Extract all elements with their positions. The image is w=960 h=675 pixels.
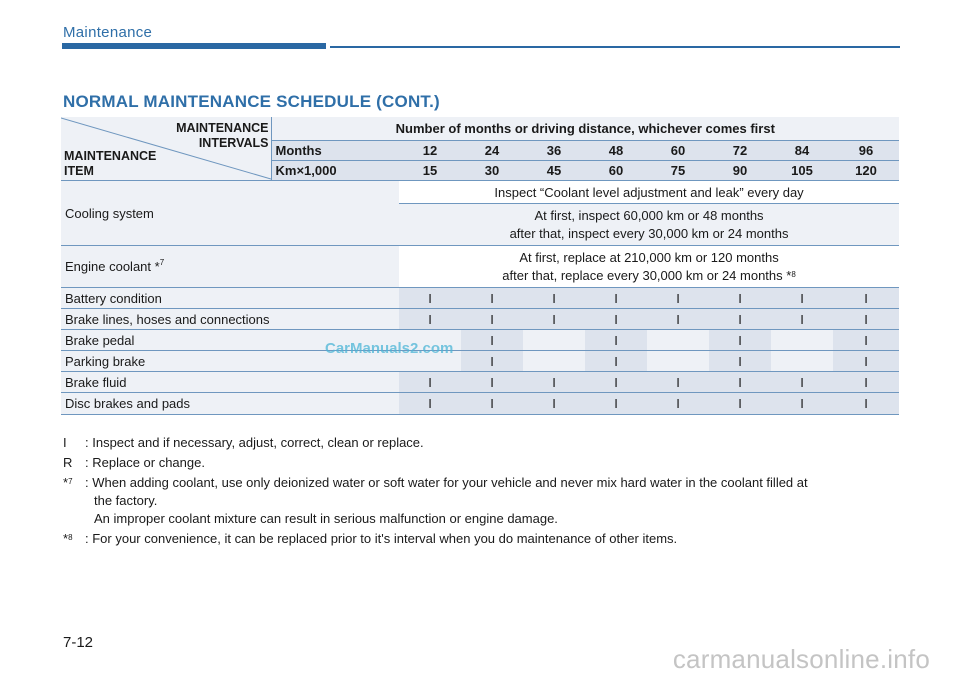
months-label: Months [271,140,399,160]
schedule-cell: I [461,330,523,351]
row-label: Parking brake [61,351,399,372]
schedule-cell: I [709,309,771,330]
watermark-text: CarManuals2.com [325,340,454,357]
schedule-cell: I [523,309,585,330]
schedule-cell: I [399,288,461,309]
table-row [61,351,899,372]
schedule-cell [523,351,585,372]
table-row [61,309,899,330]
schedule-cell: I [833,330,899,351]
schedule-cell: I [585,330,647,351]
schedule-cell: I [647,288,709,309]
row-label-cooling-system: Cooling system [61,181,399,246]
schedule-cell: I [585,351,647,372]
row-label-engine-coolant: Engine coolant *$^7$ [61,246,399,288]
schedule-cell: I [585,393,647,415]
legend-notes [63,434,903,550]
row-label: Brake lines, hoses and connections [61,309,399,330]
page-number: 7-12 [63,634,94,651]
schedule-cell: I [771,372,833,393]
table-row [61,330,899,351]
schedule-cell [647,351,709,372]
km-value: 75 [647,160,709,180]
schedule-cell [771,330,833,351]
schedule-cell: I [771,288,833,309]
schedule-cell: I [709,351,771,372]
schedule-cell: I [585,288,647,309]
schedule-cell: I [585,372,647,393]
schedule-cell: I [709,330,771,351]
km-value: 15 [399,160,461,180]
schedule-cell: I [523,288,585,309]
table-row [61,181,899,204]
schedule-cell: I [523,393,585,415]
coolant-replace-schedule: At first, replace at 210,000 km or 120 months after that, replace every 30,000 km or 24 months *$^8$ [399,246,899,288]
schedule-cell: I [833,288,899,309]
schedule-cell: I [399,309,461,330]
header-bar-thin [330,46,900,48]
schedule-cell: I [709,372,771,393]
schedule-cell: I [399,393,461,415]
row-label: Brake pedal [61,330,399,351]
interval-header: Number of months or driving distance, whichever comes first [271,117,899,140]
months-value: 12 [399,140,461,160]
row-label: Disc brakes and pads [61,393,399,415]
months-value: 72 [709,140,771,160]
months-value: 84 [771,140,833,160]
schedule-cell: I [833,351,899,372]
table-corner-header [61,117,271,181]
schedule-cell: I [647,309,709,330]
km-value: 45 [523,160,585,180]
schedule-cell: I [461,309,523,330]
schedule-cell: I [461,372,523,393]
schedule-cell: I [461,351,523,372]
schedule-cell: I [647,372,709,393]
site-watermark: carmanualsonline.info [672,644,930,674]
months-value: 24 [461,140,523,160]
km-value: 120 [833,160,899,180]
schedule-cell: I [709,288,771,309]
schedule-cell: I [833,372,899,393]
schedule-cell: I [399,372,461,393]
schedule-cell: I [771,309,833,330]
header-bar-thick [62,43,326,49]
months-value: 60 [647,140,709,160]
km-value: 105 [771,160,833,180]
page-title: NORMAL MAINTENANCE SCHEDULE (CONT.) [63,92,440,111]
section-header: Maintenance [63,24,153,41]
note-footnote-8: *$^8$ : For your convenience, it can be replaced prior to it's interval when you do maintenance of other items. [63,531,678,546]
table-row [61,246,899,288]
row-label: Battery condition [61,288,399,309]
schedule-cell: I [461,393,523,415]
km-label: Km×1,000 [271,160,399,180]
cooling-interval-inspect: At first, inspect 60,000 km or 48 months after that, inspect every 30,000 km or 24 months [399,204,899,246]
months-value: 36 [523,140,585,160]
note-replace: R : Replace or change. [63,455,205,470]
schedule-cell: I [833,309,899,330]
schedule-cell: I [771,393,833,415]
months-value: 96 [833,140,899,160]
schedule-cell: I [647,393,709,415]
schedule-cell [523,330,585,351]
maintenance-schedule-table [61,117,899,415]
table-row [61,393,899,415]
km-value: 60 [585,160,647,180]
schedule-cell: I [833,393,899,415]
km-value: 90 [709,160,771,180]
km-value: 30 [461,160,523,180]
schedule-cell: I [523,372,585,393]
corner-label-item: MAINTENANCE ITEM [64,149,157,178]
schedule-cell: I [585,309,647,330]
row-label: Brake fluid [61,372,399,393]
schedule-cell [647,330,709,351]
table-row [61,372,899,393]
schedule-cell [771,351,833,372]
table-row [61,288,899,309]
cooling-daily-inspect: Inspect “Coolant level adjustment and leak” every day [399,181,899,204]
note-footnote-7: *$^7$ : When adding coolant, use only deionized water or soft water for your vehicle and never mix hard water in the coolant filled at the factory. An improper coolant mixture can result in serious malfunction or engine damage. [63,475,808,526]
schedule-cell: I [709,393,771,415]
months-value: 48 [585,140,647,160]
schedule-cell: I [461,288,523,309]
corner-label-intervals: MAINTENANCE INTERVALS [176,121,269,150]
note-inspect: I : Inspect and if necessary, adjust, correct, clean or replace. [63,435,424,450]
